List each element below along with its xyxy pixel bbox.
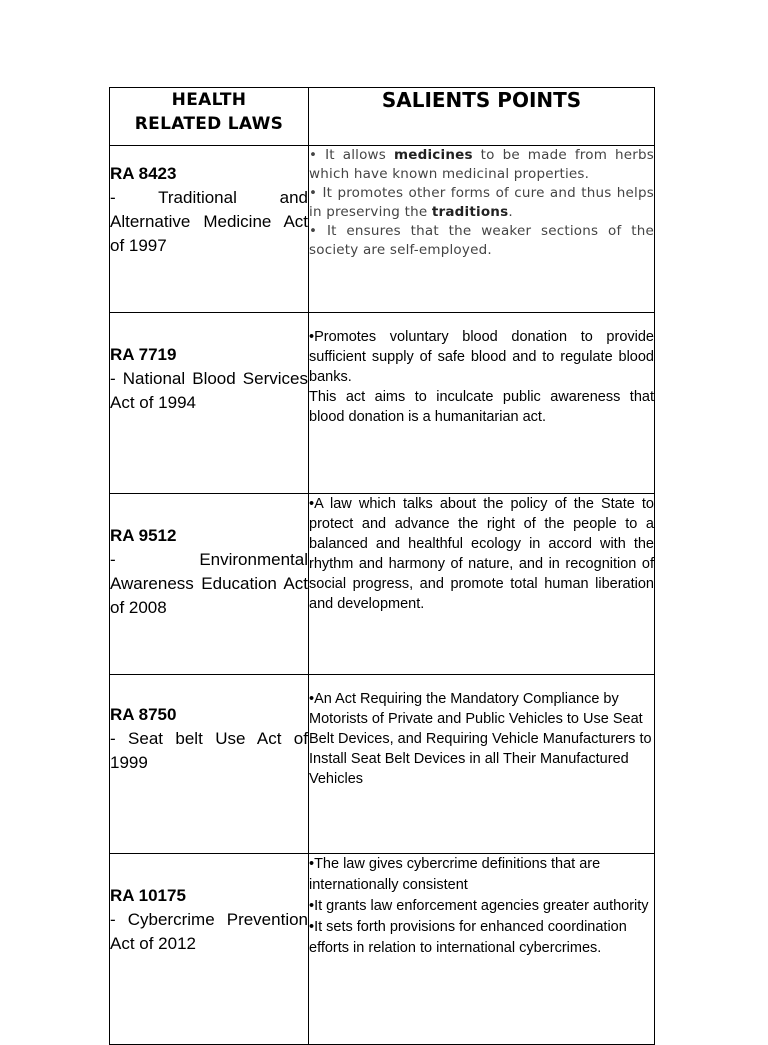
salient-point: •An Act Requiring the Mandatory Compliance by Motorists of Private and Public Vehicles to Use Seat Belt Devices, and Requiring Vehicle Manufacturers to Install Seat Belt Devices in all Their Manufactured Vehicles [309, 691, 652, 787]
header-laws-line1: HEALTH [171, 90, 247, 110]
law-code: RA 8750 [110, 705, 177, 724]
law-code: RA 8423 [110, 164, 177, 183]
table-row [110, 675, 655, 854]
law-code: RA 7719 [110, 345, 177, 364]
salient-point: •Promotes voluntary blood donation to provide sufficient supply of safe blood and to regulate blood banks. [309, 329, 654, 385]
law-name: - National Blood Services Act of 1994 [110, 369, 308, 412]
table-row [110, 146, 655, 313]
salient-point: •It grants law enforcement agencies greater authority [309, 898, 649, 914]
points-cell [309, 675, 655, 854]
law-code: RA 10175 [110, 886, 186, 905]
law-cell [110, 494, 309, 675]
table-row [110, 494, 655, 675]
header-salient-points: SALIENTS POINTS [309, 88, 655, 146]
points-cell [309, 146, 655, 313]
points-cell [309, 494, 655, 675]
health-laws-table [109, 87, 655, 1045]
salient-point: •A law which talks about the policy of the State to protect and advance the right of the people to a balanced and healthful ecology in accord with the rhythm and harmony of nature, and in recognition of social progress, and promote total human liberation and development. [309, 496, 654, 612]
points-cell [309, 854, 655, 1045]
salient-point: •The law gives cybercrime definitions that are internationally consistent [309, 856, 601, 893]
salient-point: This act aims to inculcate public awareness that blood donation is a humanitarian act. [309, 389, 654, 425]
salient-point: • It promotes other forms of cure and thus helps in preserving the traditions. [309, 185, 654, 220]
law-name: - Seat belt Use Act of 1999 [110, 729, 308, 772]
points-cell [309, 313, 655, 494]
law-name: - Traditional and Alternative Medicine Act of 1997 [110, 188, 308, 255]
table-row [110, 313, 655, 494]
law-name: - Environmental Awareness Education Act of 2008 [110, 550, 308, 617]
law-cell [110, 675, 309, 854]
salient-point: •It sets forth provisions for enhanced coordination efforts in relation to international cybercrimes. [309, 919, 627, 956]
law-cell [110, 146, 309, 313]
law-cell [110, 313, 309, 494]
table-row [110, 854, 655, 1045]
law-cell [110, 854, 309, 1045]
law-name: - Cybercrime Prevention Act of 2012 [110, 910, 308, 953]
header-laws-line2: RELATED LAWS [134, 114, 284, 134]
bold-term: medicines [393, 147, 473, 163]
bold-term: traditions [431, 204, 509, 220]
salient-point: • It ensures that the weaker sections of the society are self-employed. [309, 223, 654, 258]
header-row [110, 88, 655, 146]
header-health-related-laws [110, 88, 309, 146]
law-code: RA 9512 [110, 526, 177, 545]
salient-point: • It allows medicines to be made from herbs which have known medicinal properties. [309, 147, 655, 182]
